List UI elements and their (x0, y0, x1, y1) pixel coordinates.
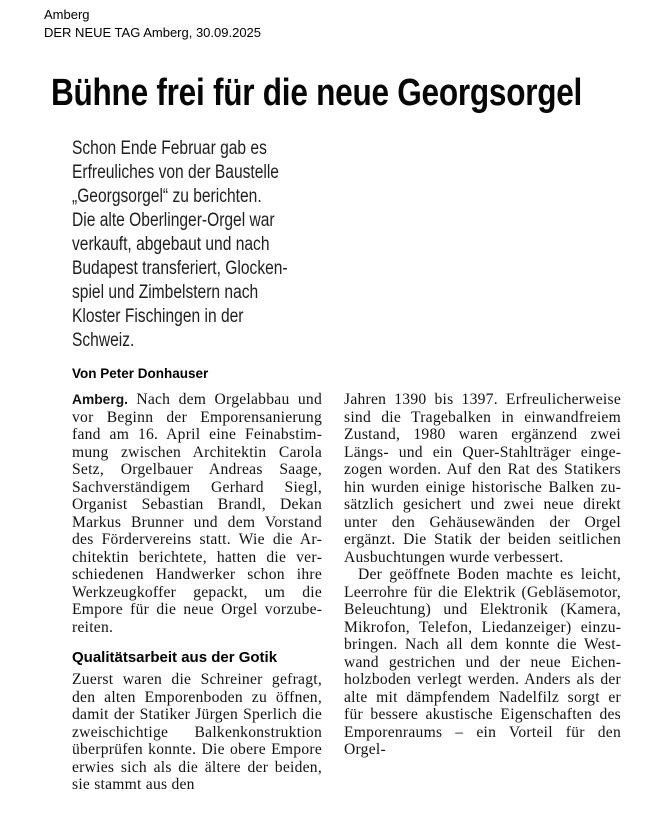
region-label: Amberg (44, 7, 90, 22)
subheading: Qualitätsarbeit aus der Gotik (72, 649, 278, 666)
lead-line: verkauft, abgebaut und nach (72, 234, 270, 255)
byline: Von Peter Donhauser (72, 366, 209, 381)
body-paragraph: Zuerst waren die Schreiner gefragt, den alten Emporenboden zu öffnen, damit der Statiker Jürgen Sperlich die zweischichtige Balkenkonstruktion überprüfen konnte. Die obere Empore erwies sich als die ältere der beiden, sie stammt aus den (72, 671, 322, 793)
source-line: DER NEUE TAG Amberg, 30.09.2025 (44, 24, 262, 40)
dateline: Amberg. (72, 392, 128, 407)
lead-paragraph (72, 137, 288, 353)
lead-line: Erfreuliches von der Baustelle (72, 162, 279, 183)
body-paragraph (72, 391, 322, 636)
article-meta (44, 6, 261, 41)
lead-line: Kloster Fischingen in der (72, 306, 244, 327)
body-column-right (344, 391, 621, 794)
lead-line: Schweiz. (72, 330, 135, 351)
article-body (72, 391, 621, 794)
body-paragraph-text: Nach dem Orgelabbau und vor Beginn der Emporensanierung fand am 16. April eine Feinabstimmung zwischen Architektin Carola Setz, Orgelbauer Andreas Saage, Sachverständigem Gerhard Siegl, Organist Sebastian Brandl, Dekan Markus Brunner und dem Vorstand des Fördervereins statt. Wie die Architektin berichtete, hatten die verschiedenen Handwerker schon ihre Werkzeugkoffer gepackt, um die Empore für die neue Orgel vorzubereiten. (72, 391, 322, 636)
body-paragraph: Der geöffnete Boden machte es leicht, Leerrohre für die Elektrik (Gebläsemotor, Beleuchtung) und Elektronik (Kamera, Mikrofon, Telefon, Liedanzeiger) einzubringen. Nach all dem konnte die Westwand gestrichen und der neue Eichenholzboden verlegt werden. Anders als der alte mit dämpfendem Nadelfilz sorgt er für bessere akustische Eigenschaften des Emporenraums – ein Vorteil für den Orgel- (344, 566, 621, 758)
body-paragraph: Jahren 1390 bis 1397. Erfreulicherweise sind die Tragebalken in einwandfreiem Zustand, 1980 waren ergänzend zwei Längs- und ein Quer-Stahlträger eingezogen worden. Auf den Rat des Statikers hin wurden einige historische Balken zusätzlich gesichert und zwei neue direkt unter den Gehäusewänden der Orgel ergänzt. Die Statik der beiden seitlichen Ausbuchtungen wurde verbessert. (344, 391, 621, 566)
lead-line: spiel und Zimbelstern nach (72, 282, 259, 303)
lead-line: Die alte Oberlinger-Orgel war (72, 210, 275, 231)
headline: Bühne frei für die neue Georgsorgel (51, 72, 583, 114)
lead-line: Schon Ende Februar gab es (72, 138, 267, 159)
body-column-left (72, 391, 322, 794)
lead-line: Budapest transferiert, Glocken- (72, 258, 288, 279)
lead-line: „Georgsorgel“ zu berichten. (72, 186, 262, 207)
